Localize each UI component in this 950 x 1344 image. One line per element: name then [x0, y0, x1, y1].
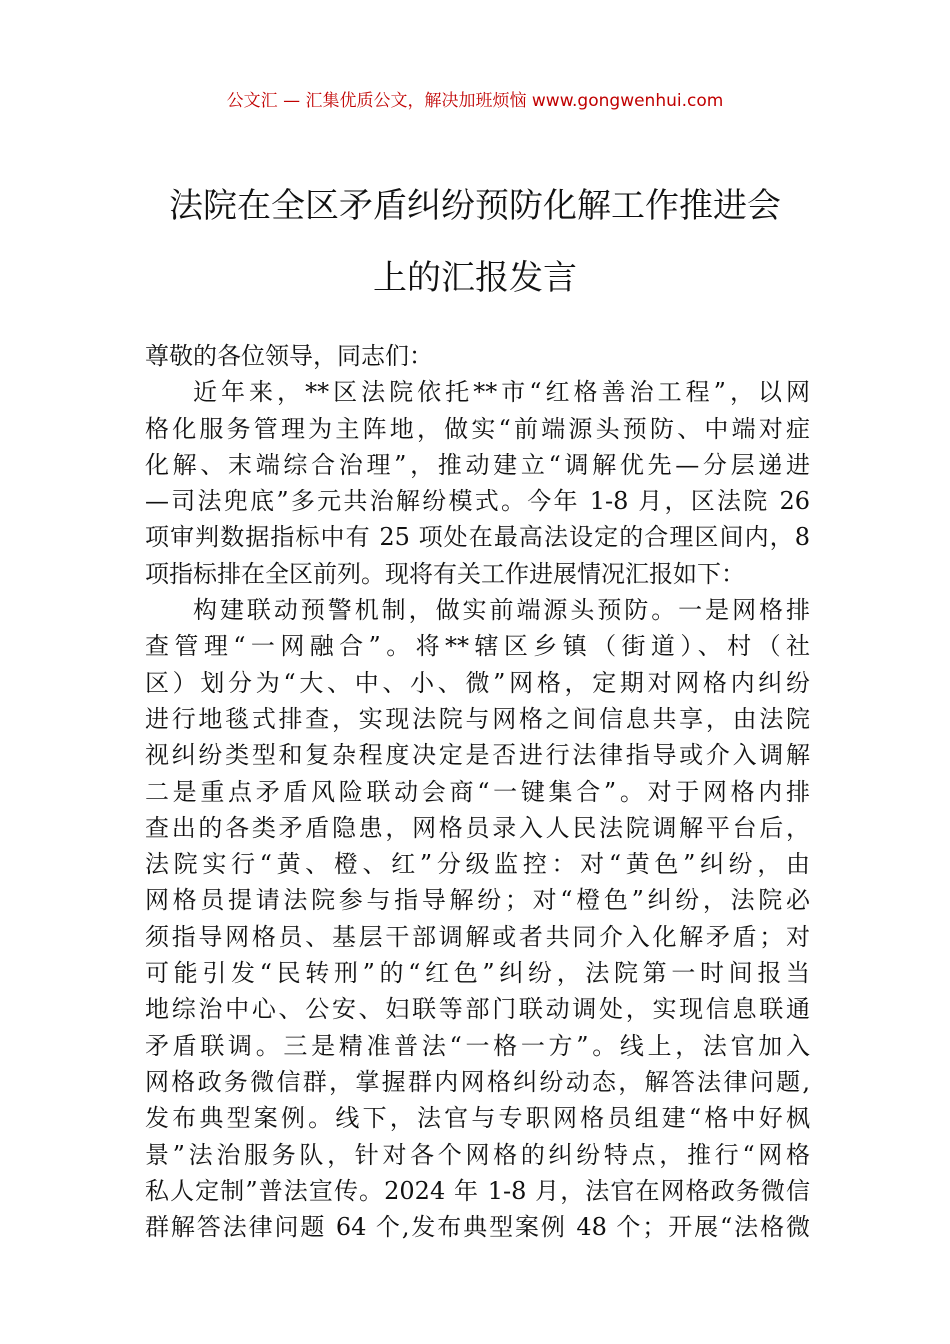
body-line: 矛盾联调。三是精准普法“一格一方”。线上，法官加入 — [145, 1031, 810, 1060]
body-line: 项指标排在全区前列。现将有关工作进展情况汇报如下： — [145, 559, 745, 588]
body-line: 须指导网格员、基层干部调解或者共同介入化解矛盾；对 — [145, 922, 810, 951]
document-title — [130, 170, 820, 314]
header-banner: 公文汇 — 汇集优质公文，解决加班烦恼 www.gongwenhui.com — [226, 91, 724, 111]
body-line: 项审判数据指标中有 25 项处在最高法设定的合理区间内，8 — [145, 523, 810, 552]
body-line: 查出的各类矛盾隐患，网格员录入人民法院调解平台后， — [145, 813, 810, 842]
body-line: 法院实行“黄、橙、红”分级监控：对“黄色”纠纷，由 — [145, 850, 810, 879]
title-line-1: 法院在全区矛盾纠纷预防化解工作推进会 — [169, 186, 781, 226]
body-line: 可能引发“民转刑”的“红色”纠纷，法院第一时间报当 — [145, 959, 810, 988]
body-line: 发布典型案例。线下，法官与专职网格员组建“格中好枫 — [145, 1104, 810, 1133]
body-line: 景”法治服务队，针对各个网格的纠纷特点，推行“网格 — [145, 1140, 810, 1169]
body-line: 构建联动预警机制，做实前端源头预防。一是网格排 — [193, 596, 810, 625]
body-line: 视纠纷类型和复杂程度决定是否进行法律指导或介入调解 — [145, 741, 810, 770]
body-line: 网格员提请法院参与指导解纷；对“橙色”纠纷，法院必 — [145, 886, 810, 915]
body-line: 网格政务微信群，掌握群内网格纠纷动态，解答法律问题, — [145, 1067, 810, 1096]
body-line: 格化服务管理为主阵地，做实“前端源头预防、中端对症 — [145, 414, 810, 443]
title-line-2: 上的汇报发言 — [373, 258, 577, 298]
body-line: 化解、末端综合治理”，推动建立“调解优先—分层递进 — [145, 450, 810, 479]
body-line: 地综治中心、公安、妇联等部门联动调处，实现信息联通 — [145, 995, 810, 1024]
document-body — [145, 338, 810, 1245]
body-line: 群解答法律问题 64 个,发布典型案例 48 个；开展“法格微 — [145, 1213, 810, 1242]
body-line: 二是重点矛盾风险联动会商“一键集合”。对于网格内排 — [145, 777, 810, 806]
body-line: 进行地毯式排查，实现法院与网格之间信息共享，由法院 — [145, 704, 810, 733]
body-line: 近年来，**区法院依托**市“红格善治工程”，以网 — [193, 378, 810, 407]
body-line: 私人定制”普法宣传。2024 年 1-8 月，法官在网格政务微信 — [145, 1176, 810, 1205]
body-line: 查管理“一网融合”。将**辖区乡镇（街道）、村（社 — [145, 632, 810, 661]
body-line: 区）划分为“大、中、小、微”网格，定期对网格内纠纷 — [145, 668, 810, 697]
salutation: 尊敬的各位领导，同志们： — [145, 342, 433, 370]
body-line: —司法兜底”多元共治解纷模式。今年 1-8 月，区法院 26 — [145, 487, 810, 516]
